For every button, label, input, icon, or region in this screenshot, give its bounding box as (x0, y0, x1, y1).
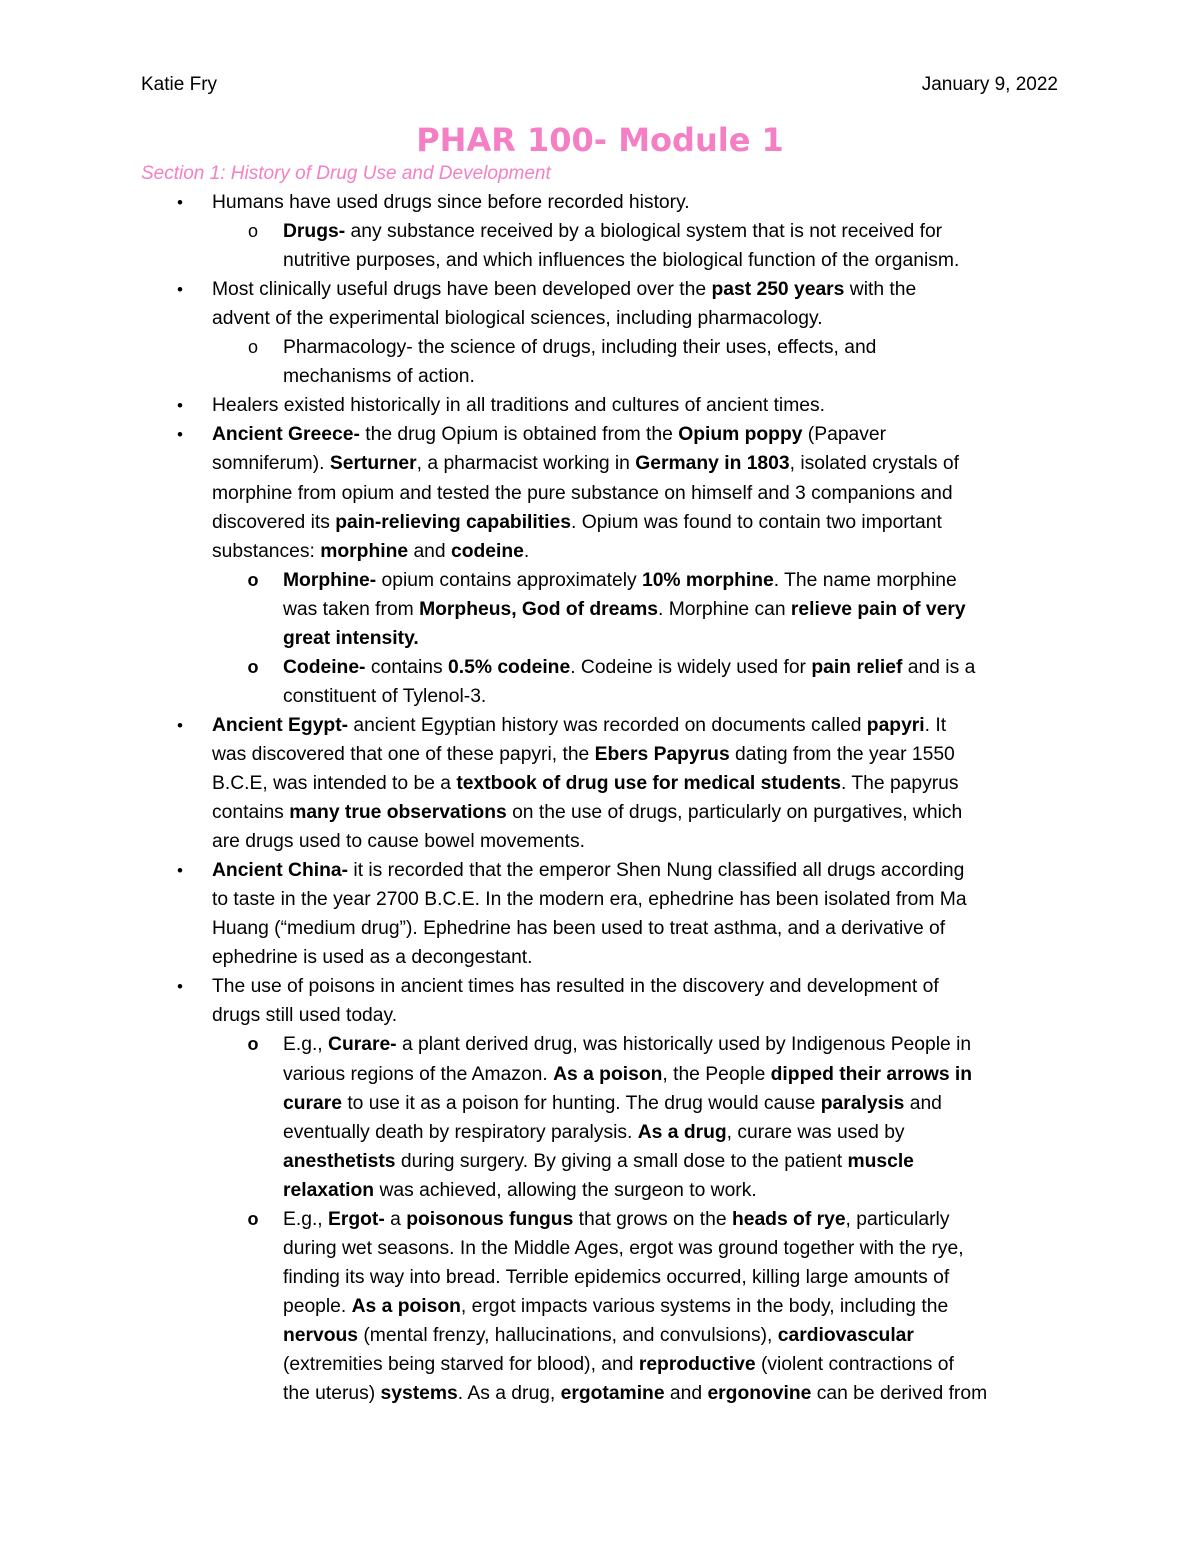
text: (extremities being starved for blood), and (283, 1354, 639, 1375)
text: and is a (902, 656, 976, 678)
bold-text: dipped their arrows in (770, 1063, 973, 1085)
bold-text: many true observations (289, 802, 507, 824)
text: B.C.E, was intended to be a (212, 773, 457, 794)
bullet-line (0, 827, 585, 856)
text: was discovered that one of these papyri, the (212, 743, 595, 765)
bullet-disc-icon: • (177, 861, 183, 881)
text: ephedrine is used as a decongestant. (212, 947, 533, 969)
bold-text: Ancient Egypt- (212, 714, 349, 736)
sub-bullet-line (0, 682, 486, 711)
text: . Opium was found to contain two important (570, 511, 942, 533)
text: people. (283, 1295, 352, 1317)
text: E.g., (283, 1034, 329, 1056)
bold-text: Drugs- (283, 221, 346, 243)
text: with the (844, 279, 917, 301)
text: eventually death by respiratory paralysis. (283, 1121, 638, 1143)
text: the drug Opium is obtained from the (359, 424, 679, 446)
text: can be derived from (811, 1383, 988, 1405)
bold-text: past 250 years (711, 279, 845, 301)
text: , curare was used by (726, 1121, 905, 1143)
text: on the use of drugs, particularly on purgatives, which (506, 802, 963, 824)
text: Pharmacology- the science of drugs, including their uses, effects, and (283, 337, 877, 359)
bullet-circle-icon: o (247, 1208, 259, 1229)
bullet-circle-icon: o (247, 569, 259, 590)
sub-bullet-line (0, 1176, 757, 1205)
bullet-line (0, 856, 964, 885)
text: . As a drug, (457, 1383, 561, 1405)
bullet-circle-icon: o (247, 337, 258, 358)
bullet-line (0, 479, 953, 508)
text: mechanisms of action. (283, 366, 475, 388)
bold-text: Ancient Greece- (212, 424, 360, 446)
text: any substance received by a biological system that is not received for (345, 221, 943, 243)
sub-bullet-line (0, 1089, 942, 1118)
text: , particularly (845, 1208, 950, 1230)
text: . Morphine can (658, 598, 791, 620)
bullet-disc-icon: • (177, 715, 183, 735)
text: and (408, 540, 451, 562)
text: (violent contractions of (755, 1354, 954, 1375)
text: dating from the year 1550 (729, 743, 955, 765)
text: during wet seasons. In the Middle Ages, ergot was ground together with the rye, (283, 1237, 964, 1259)
text: Huang (“medium drug”). Ephedrine has been used to treat asthma, and a derivative of (212, 918, 946, 940)
text: was achieved, allowing the surgeon to work. (374, 1179, 757, 1201)
bold-text: relaxation (283, 1179, 375, 1201)
bullet-line (0, 798, 962, 827)
bullet-line (0, 508, 942, 537)
bullet-line (0, 769, 959, 798)
text: opium contains approximately (376, 569, 642, 591)
bold-text: As a drug (637, 1121, 727, 1143)
sub-bullet-line (0, 595, 966, 624)
bullet-line (0, 972, 939, 1001)
text: to taste in the year 2700 B.C.E. In the modern era, ephedrine has been isolated from Ma (212, 889, 967, 911)
bullet-line (0, 711, 946, 740)
bold-text: pain-relieving capabilities (335, 511, 571, 533)
bold-text: ergotamine (560, 1383, 665, 1405)
sub-bullet-line (0, 1147, 914, 1176)
sub-bullet-line (0, 1350, 954, 1379)
text: , isolated crystals of (789, 453, 959, 475)
text: finding its way into bread. Terrible epidemics occurred, killing large amounts of (283, 1266, 950, 1288)
bullet-line (0, 943, 533, 972)
text: the uterus) (283, 1383, 381, 1405)
text: . It (924, 714, 947, 736)
bold-text: Serturner (329, 453, 417, 475)
text: discovered its (212, 511, 336, 533)
bullet-line (0, 275, 916, 304)
bold-text: systems (380, 1383, 458, 1405)
text: . The papyrus (841, 773, 959, 794)
bullet-line (0, 304, 823, 333)
bold-text: morphine (320, 540, 409, 562)
bullet-line (0, 391, 825, 420)
bold-text: muscle (847, 1150, 914, 1172)
bullet-line (0, 914, 945, 943)
bold-text: nervous (283, 1324, 359, 1346)
text: contains (212, 802, 290, 824)
bold-text: Ebers Papyrus (594, 743, 730, 765)
bold-text: relieve pain of very (790, 598, 966, 620)
bold-text: Curare- (328, 1034, 397, 1056)
sub-bullet-line (0, 1205, 950, 1234)
sub-bullet-line (0, 1379, 987, 1408)
bold-text: heads of rye (731, 1208, 846, 1230)
text: morphine from opium and tested the pure substance on himself and 3 companions and (212, 482, 953, 504)
bold-text: poisonous fungus (406, 1208, 574, 1230)
text: , the People (662, 1063, 771, 1085)
text: it is recorded that the emperor Shen Nung classified all drugs according (348, 860, 965, 882)
sub-bullet-line (0, 217, 942, 246)
bold-text: As a poison (351, 1295, 461, 1317)
bold-text: reproductive (638, 1354, 756, 1375)
text: The use of poisons in ancient times has resulted in the discovery and development of (212, 976, 939, 998)
sub-bullet-line (0, 1060, 972, 1089)
bold-text: paralysis (820, 1092, 905, 1114)
text: Healers existed historically in all traditions and cultures of ancient times. (212, 395, 825, 417)
bold-text: 0.5% codeine (448, 656, 571, 678)
bold-text: codeine (450, 540, 524, 562)
bold-text: Ergot- (328, 1208, 385, 1230)
bullet-line (0, 188, 690, 217)
bold-text: papyri (866, 714, 925, 736)
text: was taken from (283, 598, 420, 620)
bold-text: ergonovine (707, 1383, 812, 1405)
bullet-circle-icon: o (247, 221, 258, 242)
bullet-disc-icon: • (177, 396, 183, 416)
bold-text: Morpheus, God of dreams (419, 598, 658, 620)
bold-text: textbook of drug use for medical students (456, 773, 841, 794)
document-date: January 9, 2022 (921, 74, 1058, 95)
text: , ergot impacts various systems in the body, including the (460, 1295, 949, 1317)
sub-bullet-line (0, 333, 876, 362)
text: . Codeine is widely used for (570, 656, 812, 678)
sub-bullet-line (0, 362, 475, 391)
text: constituent of Tylenol-3. (283, 685, 487, 707)
author-name: Katie Fry (141, 74, 218, 95)
sub-bullet-line (0, 1321, 914, 1350)
text: . (523, 540, 530, 562)
sub-bullet-line (0, 624, 419, 653)
bold-text: curare (283, 1092, 342, 1114)
sub-bullet-line (0, 566, 957, 595)
text: nutritive purposes, and which influences the biological function of the organism. (283, 250, 960, 272)
bullet-circle-icon: o (247, 1034, 259, 1055)
bullet-line (0, 537, 529, 566)
bold-text: Codeine- (283, 656, 366, 678)
bullet-disc-icon: • (177, 193, 183, 212)
text: various regions of the Amazon. (283, 1063, 554, 1085)
text: a plant derived drug, was historically used by Indigenous People in (396, 1034, 972, 1056)
text: and (664, 1383, 708, 1405)
text: a (384, 1208, 407, 1230)
text: E.g., (283, 1208, 329, 1230)
text: contains (365, 656, 449, 678)
text: somniferum). (212, 453, 330, 475)
bullet-line (0, 420, 886, 449)
sub-bullet-line (0, 1234, 964, 1263)
text: Humans have used drugs since before recorded history. (212, 192, 690, 213)
bold-text: anesthetists (283, 1150, 396, 1172)
bullet-disc-icon: • (177, 280, 183, 300)
sub-bullet-line (0, 246, 959, 275)
text: Most clinically useful drugs have been developed over the (212, 279, 712, 301)
bullet-line (0, 740, 955, 769)
section-heading: Section 1: History of Drug Use and Development (141, 163, 551, 184)
document-title: PHAR 100- Module 1 (416, 121, 784, 159)
sub-bullet-line (0, 1118, 905, 1147)
text: and (904, 1092, 942, 1114)
sub-bullet-line (0, 1030, 971, 1059)
text: , a pharmacist working in (416, 453, 636, 475)
bullet-circle-icon: o (247, 656, 259, 677)
bold-text: Opium poppy (678, 424, 803, 446)
text: advent of the experimental biological sciences, including pharmacology. (212, 308, 823, 330)
text: ancient Egyptian history was recorded on documents called (348, 714, 867, 736)
text: (mental frenzy, hallucinations, and convulsions), (358, 1324, 778, 1346)
text: during surgery. By giving a small dose to the patient (395, 1150, 848, 1172)
text: to use it as a poison for hunting. The drug would cause (341, 1092, 821, 1114)
bullet-line (0, 885, 967, 914)
bold-text: As a poison (553, 1063, 663, 1085)
text: (Papaver (802, 424, 887, 446)
bold-text: Morphine- (283, 569, 377, 591)
bold-text: Germany in 1803 (635, 453, 790, 475)
text: substances: (212, 540, 321, 562)
sub-bullet-line (0, 1292, 948, 1321)
bullet-disc-icon: • (177, 425, 183, 445)
bullet-line (0, 1001, 397, 1030)
bold-text: 10% morphine (641, 569, 774, 591)
sub-bullet-line (0, 1263, 949, 1292)
text: . The name morphine (773, 569, 957, 591)
sub-bullet-line (0, 653, 975, 682)
text: are drugs used to cause bowel movements. (212, 831, 585, 853)
bold-text: pain relief (811, 656, 903, 678)
text: that grows on the (573, 1208, 732, 1230)
bold-text: cardiovascular (777, 1324, 914, 1346)
bullet-line (0, 449, 959, 478)
bold-text: Ancient China- (212, 860, 349, 882)
text: drugs still used today. (212, 1005, 398, 1027)
bullet-disc-icon: • (177, 977, 183, 997)
bold-text: great intensity. (283, 627, 419, 649)
